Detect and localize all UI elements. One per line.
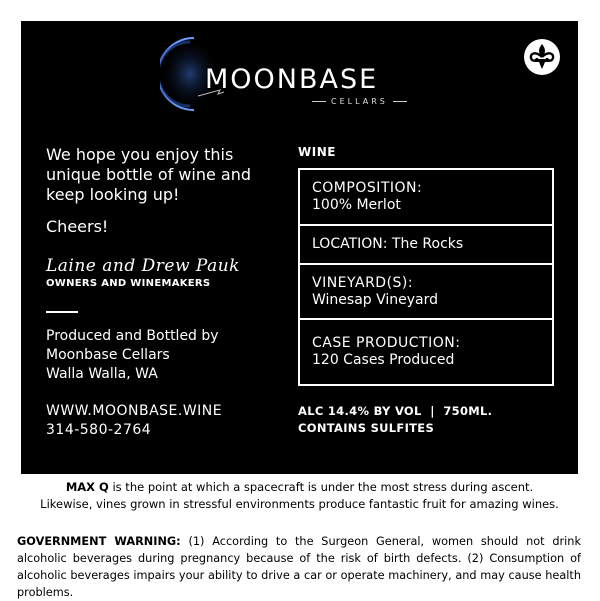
message-column xyxy=(46,145,276,440)
phone-number[interactable]: 314-580-2764 xyxy=(46,422,152,438)
location-cell xyxy=(300,226,552,265)
max-q-line1: is the point at which a spacecraft is under the most stress during ascent. xyxy=(108,480,534,494)
contact-block xyxy=(46,402,276,440)
case-production-cell xyxy=(300,320,552,384)
brand-name: MOONBASE xyxy=(205,64,379,95)
alcohol-volume: ALC 14.4% BY VOL | 750ML. xyxy=(298,404,493,418)
wine-heading: WINE xyxy=(298,145,336,159)
warning-label: GOVERNMENT WARNING: xyxy=(17,535,181,548)
location-value: LOCATION: The Rocks xyxy=(312,236,464,252)
vineyard-value: Winesap Vineyard xyxy=(312,291,439,308)
producer-name: Moonbase Cellars xyxy=(46,347,170,363)
composition-label: COMPOSITION: xyxy=(312,180,423,196)
case-production-value: 120 Cases Produced xyxy=(312,352,455,368)
max-q-term: MAX Q xyxy=(65,480,109,494)
brand-subtitle xyxy=(312,97,412,106)
website-link[interactable]: WWW.MOONBASE.WINE xyxy=(46,403,223,419)
composition-value: 100% Merlot xyxy=(312,197,401,213)
wine-details-table xyxy=(298,168,554,386)
producer-location: Walla Walla, WA xyxy=(46,366,158,382)
max-q-line2: Likewise, vines grown in stressful environments produce fantastic fruit for amazing wines. xyxy=(40,497,559,511)
case-production-label: CASE PRODUCTION: xyxy=(312,335,461,351)
producer-line: Produced and Bottled by xyxy=(46,328,219,344)
government-warning xyxy=(17,533,581,601)
divider xyxy=(393,101,407,102)
warning-text: (1) According to the Surgeon General, women should not drink alcoholic beverages during pregnancy because of the risk of birth defects. (2) Consumption of alcoholic beverages impairs your ability to drive a car or operate machinery, and may cause health problems. xyxy=(17,535,581,599)
divider xyxy=(46,311,78,313)
producer-block xyxy=(46,327,276,384)
welcome-message: We hope you enjoy this unique bottle of wine and keep looking up! xyxy=(46,145,252,204)
fleur-de-lis-icon xyxy=(522,37,562,77)
owner-signature: Laine and Drew Pauk xyxy=(46,256,240,276)
max-q-note xyxy=(21,475,578,513)
sulfites-notice: CONTAINS SULFITES xyxy=(298,421,435,435)
brand-sub-text: CELLARS xyxy=(331,97,388,106)
divider xyxy=(312,101,326,102)
composition-cell xyxy=(300,170,552,226)
vineyard-cell xyxy=(300,265,552,320)
alcohol-info xyxy=(298,403,492,437)
vineyard-label: VINEYARD(S): xyxy=(312,274,414,291)
owners-title: OWNERS AND WINEMAKERS xyxy=(46,278,211,289)
cheers-text: Cheers! xyxy=(46,217,109,236)
